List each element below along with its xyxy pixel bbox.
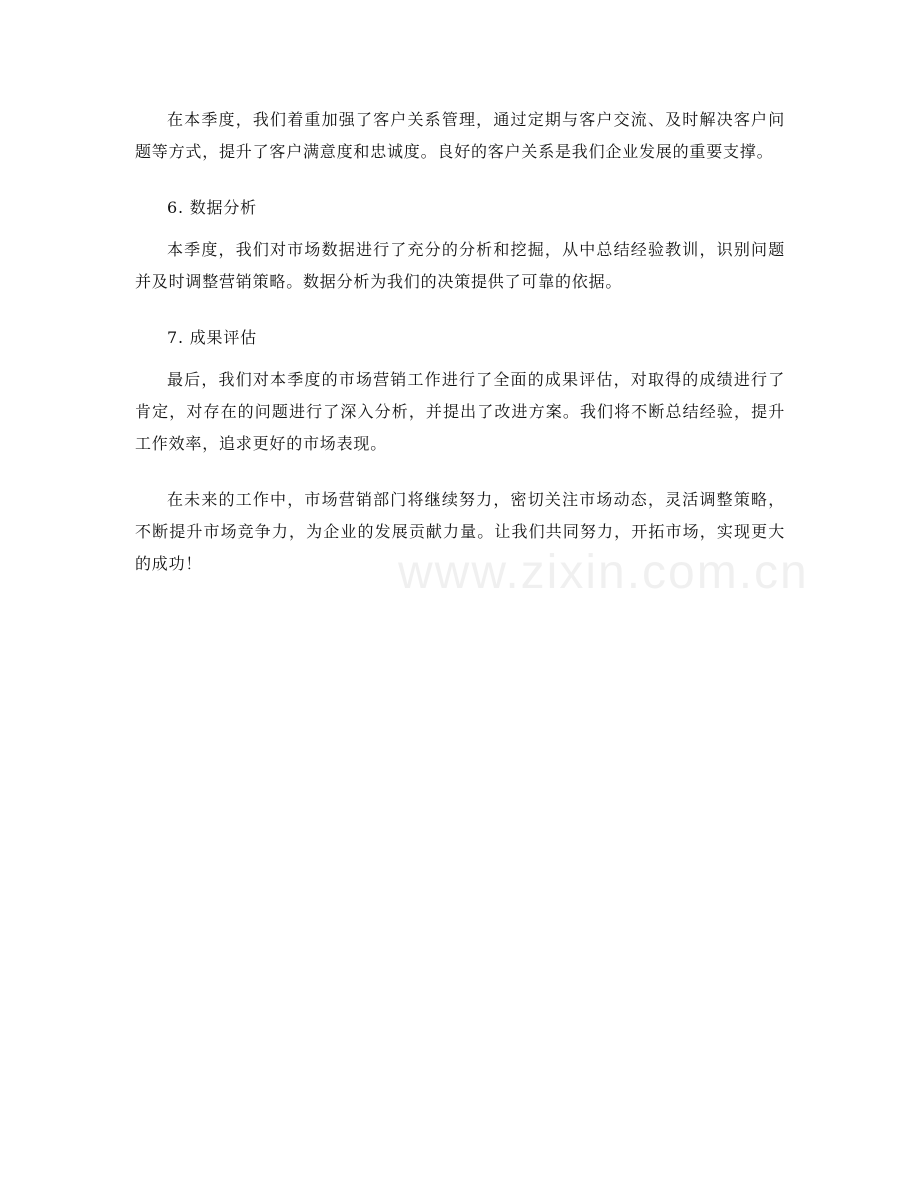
section-heading-data-analysis: 6. 数据分析: [167, 198, 257, 217]
document-body: [135, 104, 785, 580]
paragraph-results-evaluation: 最后，我们对本季度的市场营销工作进行了全面的成果评估，对取得的成绩进行了肯定，对存在的问题进行了深入分析，并提出了改进方案。我们将不断总结经验，提升工作效率，追求更好的市场表现。: [135, 370, 785, 453]
section-heading-results-evaluation: 7. 成果评估: [167, 328, 257, 347]
paragraph-conclusion: 在未来的工作中，市场营销部门将继续努力，密切关注市场动态，灵活调整策略，不断提升市场竞争力，为企业的发展贡献力量。让我们共同努力，开拓市场，实现更大的成功！: [135, 490, 785, 573]
watermark-text: www.zixin.com.cn: [398, 546, 809, 599]
paragraph-customer-relations: 在本季度，我们着重加强了客户关系管理，通过定期与客户交流、及时解决客户问题等方式，提升了客户满意度和忠诚度。良好的客户关系是我们企业发展的重要支撑。: [135, 110, 785, 161]
paragraph-data-analysis: 本季度，我们对市场数据进行了充分的分析和挖掘，从中总结经验教训，识别问题并及时调整营销策略。数据分析为我们的决策提供了可靠的依据。: [135, 240, 785, 291]
